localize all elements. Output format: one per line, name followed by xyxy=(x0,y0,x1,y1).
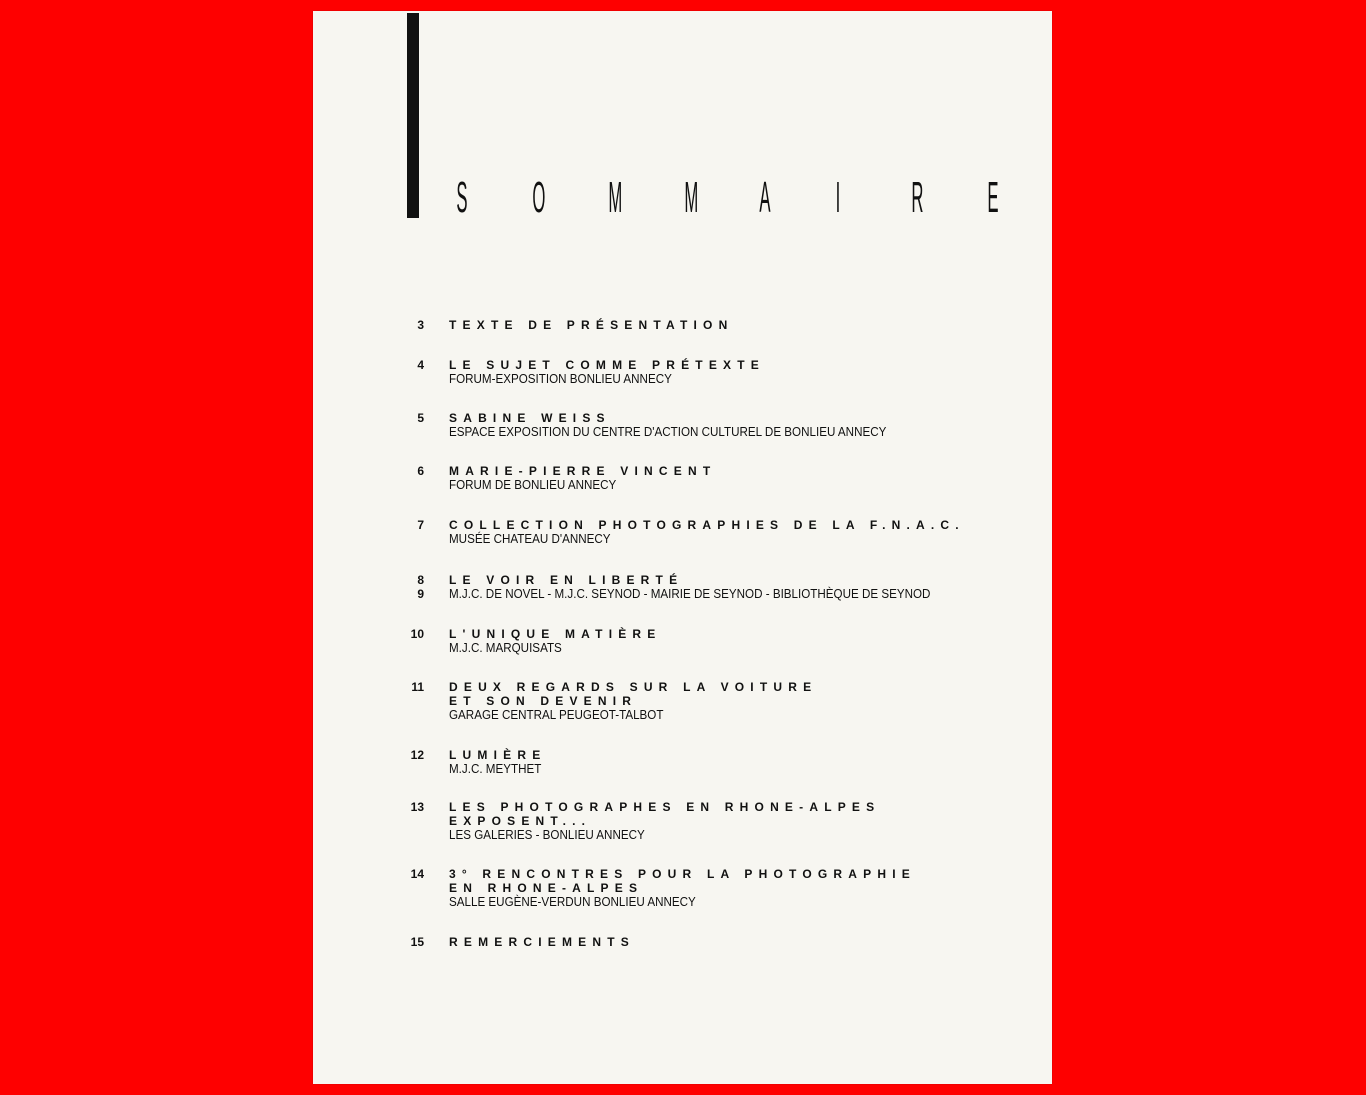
toc-venue: LES GALERIES - BONLIEU ANNECY xyxy=(449,828,645,842)
title-letter: O xyxy=(532,173,546,222)
toc-page-number: 4 xyxy=(417,358,424,372)
toc-heading: REMERCIEMENTS xyxy=(449,935,635,949)
title-letter: I xyxy=(835,173,841,222)
toc-heading: LE VOIR EN LIBERTÉ xyxy=(449,573,684,587)
toc-page-number: 8 xyxy=(417,573,424,587)
toc-page-number: 15 xyxy=(410,935,424,949)
toc-page-number: 7 xyxy=(417,518,424,532)
title-letter: S xyxy=(456,173,468,222)
toc-page-number: 11 xyxy=(411,680,424,694)
toc-venue: FORUM-EXPOSITION BONLIEU ANNECY xyxy=(449,372,672,386)
toc-page-number: 13 xyxy=(410,800,424,814)
toc-page-number: 12 xyxy=(410,748,424,762)
toc-heading: TEXTE DE PRÉSENTATION xyxy=(449,318,734,332)
toc-venue: MUSÉE CHATEAU D'ANNECY xyxy=(449,532,611,546)
toc-page-number: 3 xyxy=(417,318,424,332)
toc-page-number: 9 xyxy=(417,587,424,601)
toc-venue: SALLE EUGÈNE-VERDUN BONLIEU ANNECY xyxy=(449,895,696,909)
toc-venue: M.J.C. DE NOVEL - M.J.C. SEYNOD - MAIRIE DE SEYNOD - BIBLIOTHÈQUE DE SEYNOD xyxy=(449,587,931,601)
toc-heading: DEUX REGARDS SUR LA VOITURE xyxy=(449,680,818,694)
toc-heading-line2: ET SON DEVENIR xyxy=(449,694,638,708)
title-letter: M xyxy=(683,173,698,222)
toc-heading-line2: EXPOSENT... xyxy=(449,814,592,828)
title-accent-bar xyxy=(407,13,419,218)
title-letter: R xyxy=(911,173,924,222)
toc-heading: COLLECTION PHOTOGRAPHIES DE LA F.N.A.C. xyxy=(449,518,965,532)
toc-heading-line2: EN RHONE-ALPES xyxy=(449,881,644,895)
title-letter: E xyxy=(987,173,999,222)
toc-page-number: 6 xyxy=(417,464,424,478)
toc-heading: SABINE WEISS xyxy=(449,411,611,425)
toc-heading: LES PHOTOGRAPHES EN RHONE-ALPES xyxy=(449,800,881,814)
toc-heading: MARIE-PIERRE VINCENT xyxy=(449,464,717,478)
document-page xyxy=(313,11,1052,1084)
toc-venue: GARAGE CENTRAL PEUGEOT-TALBOT xyxy=(449,708,664,722)
toc-venue: ESPACE EXPOSITION DU CENTRE D'ACTION CULTUREL DE BONLIEU ANNECY xyxy=(449,425,887,439)
toc-heading: 3° RENCONTRES POUR LA PHOTOGRAPHIE xyxy=(449,867,916,881)
page-title xyxy=(452,173,999,222)
toc-venue: FORUM DE BONLIEU ANNECY xyxy=(449,478,617,492)
title-letter: A xyxy=(759,173,771,222)
title-letter: M xyxy=(608,173,622,222)
toc-page-number: 14 xyxy=(410,867,424,881)
toc-venue: M.J.C. MEYTHET xyxy=(449,762,542,776)
toc-page-number: 5 xyxy=(417,411,424,425)
toc-heading: L'UNIQUE MATIÈRE xyxy=(449,627,662,641)
toc-venue: M.J.C. MARQUISATS xyxy=(449,641,562,655)
toc-heading: LE SUJET COMME PRÉTEXTE xyxy=(449,358,765,372)
toc-heading: LUMIÈRE xyxy=(449,748,547,762)
toc-page-number: 10 xyxy=(410,627,424,641)
